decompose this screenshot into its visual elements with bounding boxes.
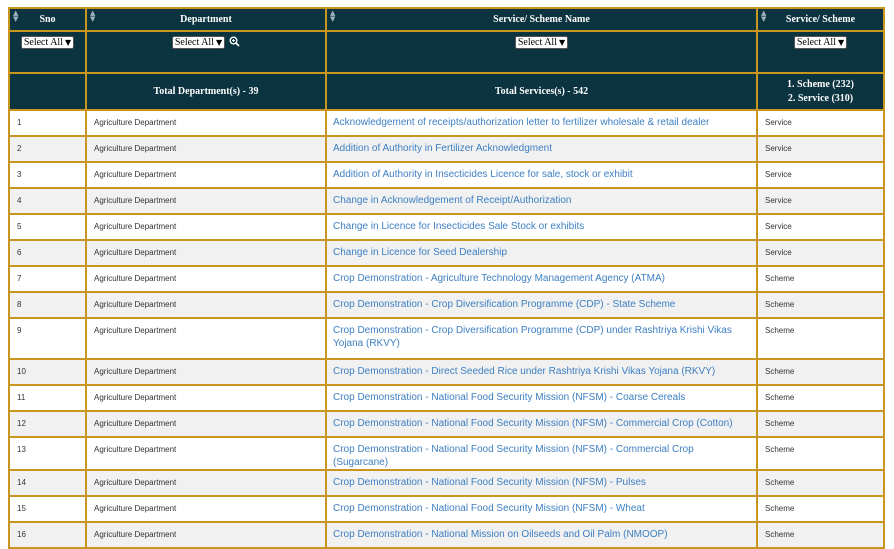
row-department: Agriculture Department [86,359,326,385]
chevron-down-icon: ▼ [838,38,845,47]
row-sno: 11 [9,385,86,411]
row-service-link[interactable]: Crop Demonstration - National Food Security Mission (NFSM) - Pulses [326,470,757,496]
row-service-link[interactable]: Change in Acknowledgement of Receipt/Authorization [326,188,757,214]
type-filter-select[interactable] [794,36,847,49]
table-row [9,470,884,496]
row-sno: 15 [9,496,86,522]
table-row [9,136,884,162]
row-sno: 6 [9,240,86,266]
column-header-service-name-label: Service/ Scheme Name [493,14,590,25]
row-type: Scheme [757,522,884,548]
row-service-link[interactable]: Change in Licence for Insecticides Sale Stock or exhibits [326,214,757,240]
row-type: Service [757,214,884,240]
row-service-link[interactable]: Crop Demonstration - Crop Diversification Programme (CDP) - State Scheme [326,292,757,318]
filter-cell-type [757,31,884,73]
row-type: Scheme [757,385,884,411]
table-row [9,318,884,359]
row-type: Scheme [757,437,884,470]
row-department: Agriculture Department [86,318,326,359]
row-type: Service [757,240,884,266]
row-type: Service [757,162,884,188]
type-totals [757,73,884,110]
service-count: 2. Service (310) [787,92,854,104]
row-type: Scheme [757,496,884,522]
column-header-service-scheme-label: Service/ Scheme [785,14,856,25]
chevron-down-icon: ▼ [216,38,223,48]
chevron-down-icon: ▼ [559,38,566,47]
table-row [9,266,884,292]
department-filter-select[interactable] [172,36,225,49]
filter-cell-service-name [326,31,757,73]
row-service-link[interactable]: Acknowledgement of receipts/authorization letter to fertilizer wholesale & retail dealer [326,110,757,136]
services-table [8,7,885,549]
service-filter-value: Select All [517,37,557,48]
sno-filter-value: Select All [23,37,63,48]
row-sno: 3 [9,162,86,188]
sno-filter-select[interactable] [21,36,74,49]
row-department: Agriculture Department [86,136,326,162]
row-service-link[interactable]: Crop Demonstration - National Mission on Oilseeds and Oil Palm (NMOOP) [326,522,757,548]
total-services-label: Total Services(s) - 542 [494,86,589,97]
row-sno: 2 [9,136,86,162]
row-sno: 14 [9,470,86,496]
table-row [9,214,884,240]
row-sno: 8 [9,292,86,318]
table-row [9,110,884,136]
row-service-link[interactable]: Crop Demonstration - National Food Security Mission (NFSM) - Commercial Crop (Sugarcane) [326,437,757,470]
column-header-service-name[interactable] [326,8,757,31]
row-department: Agriculture Department [86,214,326,240]
row-service-link[interactable]: Addition of Authority in Fertilizer Acknowledgment [326,136,757,162]
row-sno: 7 [9,266,86,292]
row-service-link[interactable]: Crop Demonstration - Agriculture Technology Management Agency (ATMA) [326,266,757,292]
sort-icon[interactable]: ▲ ▼ [761,9,767,23]
column-header-department-label: Department [180,14,232,25]
row-department: Agriculture Department [86,266,326,292]
row-department: Agriculture Department [86,496,326,522]
table-row [9,411,884,437]
column-header-service-scheme[interactable] [757,8,884,31]
row-sno: 1 [9,110,86,136]
row-department: Agriculture Department [86,437,326,470]
row-type: Scheme [757,359,884,385]
row-type: Service [757,110,884,136]
row-type: Service [757,136,884,162]
column-header-department[interactable] [86,8,326,31]
scheme-count: 1. Scheme (232) [787,78,854,90]
sort-icon[interactable]: ▲ ▼ [330,9,336,23]
row-type: Scheme [757,411,884,437]
row-department: Agriculture Department [86,240,326,266]
table-row [9,437,884,470]
row-department: Agriculture Department [86,292,326,318]
row-department: Agriculture Department [86,162,326,188]
row-sno: 12 [9,411,86,437]
search-icon[interactable] [229,36,240,50]
row-sno: 4 [9,188,86,214]
row-department: Agriculture Department [86,188,326,214]
row-service-link[interactable]: Crop Demonstration - Direct Seeded Rice under Rashtriya Krishi Vikas Yojana (RKVY) [326,359,757,385]
row-service-link[interactable]: Addition of Authority in Insecticides Licence for sale, stock or exhibit [326,162,757,188]
totals-cell-empty [9,73,86,110]
table-row [9,292,884,318]
total-departments-label: Total Department(s) - 39 [153,86,259,97]
total-services [326,73,757,110]
column-header-sno-label: Sno [39,14,56,25]
total-departments [86,73,326,110]
table-row [9,385,884,411]
row-department: Agriculture Department [86,522,326,548]
filter-cell-sno [9,31,86,73]
row-department: Agriculture Department [86,411,326,437]
table-row [9,496,884,522]
table-row [9,188,884,214]
filter-cell-department [86,31,326,73]
sort-icon[interactable]: ▲ ▼ [13,9,19,23]
row-sno: 5 [9,214,86,240]
type-filter-value: Select All [796,37,836,48]
row-sno: 9 [9,318,86,359]
table-row [9,359,884,385]
row-type: Scheme [757,266,884,292]
table-row [9,240,884,266]
row-type: Service [757,188,884,214]
row-department: Agriculture Department [86,385,326,411]
row-department: Agriculture Department [86,110,326,136]
row-sno: 16 [9,522,86,548]
column-header-sno[interactable] [9,8,86,31]
row-service-link[interactable]: Change in Licence for Seed Dealership [326,240,757,266]
sort-icon[interactable]: ▲ ▼ [90,9,96,23]
row-type: Scheme [757,318,884,359]
department-filter-value: Select All [174,37,214,49]
row-type: Scheme [757,470,884,496]
row-sno: 10 [9,359,86,385]
services-table-container [8,7,885,549]
row-service-link[interactable]: Crop Demonstration - National Food Security Mission (NFSM) - Coarse Cereals [326,385,757,411]
row-sno: 13 [9,437,86,470]
table-body [9,110,884,548]
row-type: Scheme [757,292,884,318]
row-service-link[interactable]: Crop Demonstration - Crop Diversification Programme (CDP) under Rashtriya Krishi Vikas Yojana (RKVY) [326,318,757,359]
row-department: Agriculture Department [86,470,326,496]
table-header [9,8,884,110]
chevron-down-icon: ▼ [65,38,72,47]
row-service-link[interactable]: Crop Demonstration - National Food Security Mission (NFSM) - Wheat [326,496,757,522]
service-filter-select[interactable] [515,36,568,49]
table-row [9,162,884,188]
row-service-link[interactable]: Crop Demonstration - National Food Security Mission (NFSM) - Commercial Crop (Cotton) [326,411,757,437]
table-row [9,522,884,548]
